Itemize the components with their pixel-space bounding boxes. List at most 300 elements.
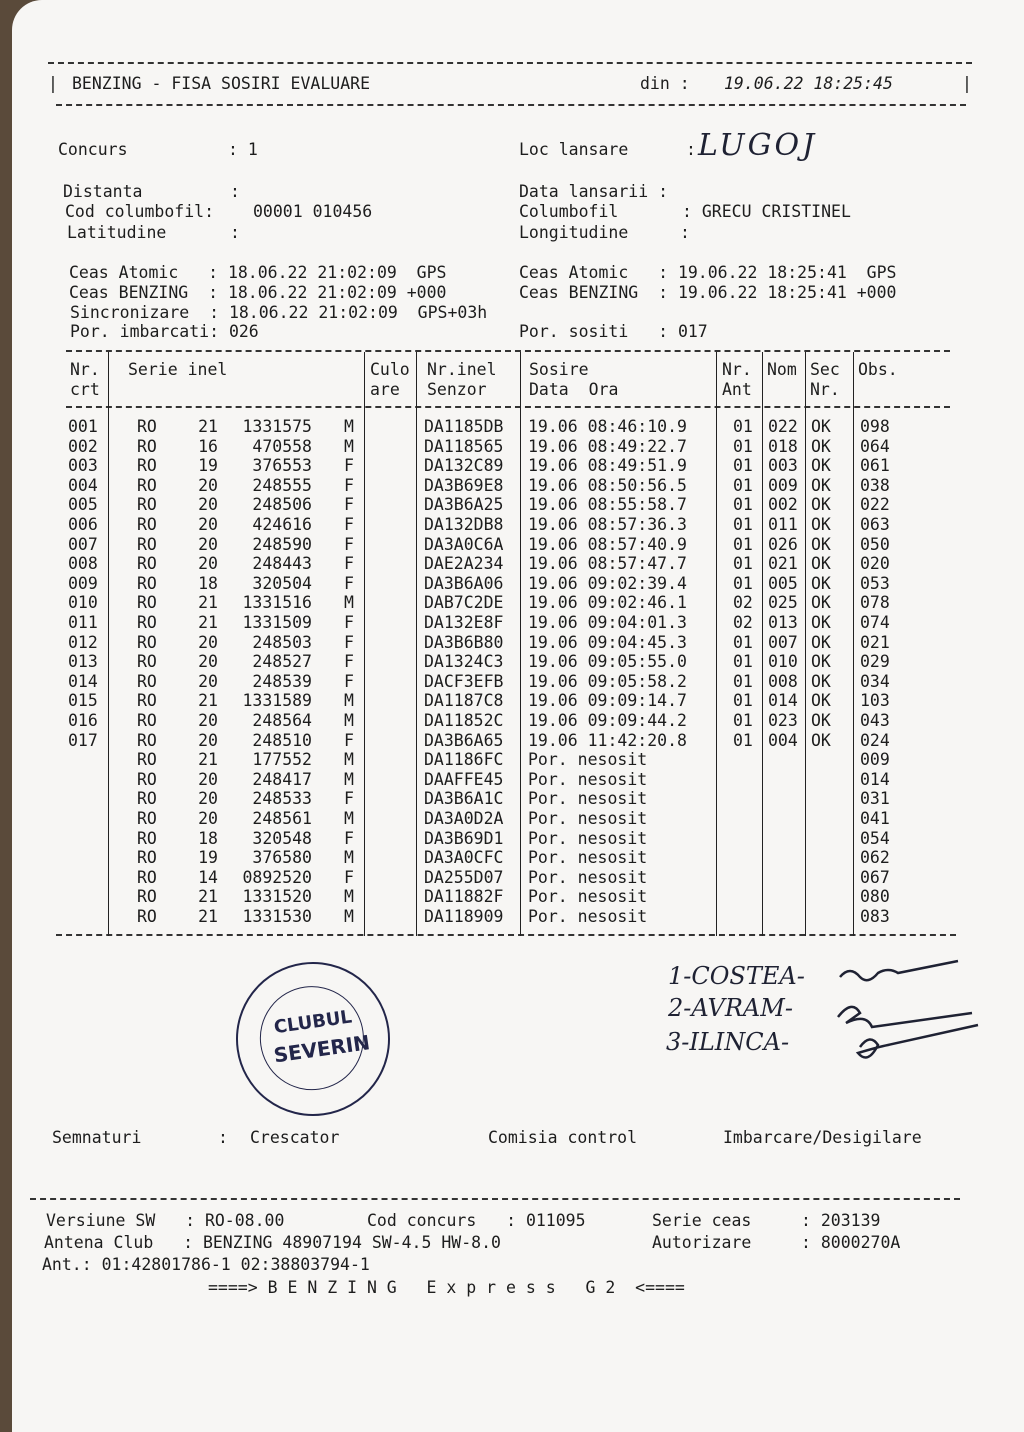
row-sex: M bbox=[344, 711, 354, 730]
row-country: RO bbox=[137, 828, 157, 848]
row-ring-number: 424616 bbox=[252, 515, 312, 534]
row-antenna: 01 bbox=[733, 534, 753, 554]
row-antenna: 01 bbox=[733, 515, 753, 534]
row-obs: 061 bbox=[860, 456, 890, 476]
row-sec: OK bbox=[811, 436, 831, 456]
row-sensor: DA3B69E8 bbox=[424, 475, 504, 495]
columbofil-label: Columbofil bbox=[519, 202, 619, 221]
row-sex: F bbox=[344, 867, 354, 887]
concurs-value: : 1 bbox=[228, 140, 258, 159]
row-sensor: DA118565 bbox=[424, 436, 504, 456]
header-nr: Nr. bbox=[70, 360, 100, 379]
row-year: 21 bbox=[198, 613, 218, 632]
row-country: RO bbox=[137, 769, 157, 789]
row-nr: 009 bbox=[68, 573, 98, 593]
row-sensor: DA1185DB bbox=[424, 417, 504, 436]
row-ring-number: 248555 bbox=[252, 475, 312, 495]
header-culoare-2: are bbox=[370, 380, 400, 399]
row-sex: F bbox=[344, 652, 354, 672]
row-country: RO bbox=[137, 515, 157, 534]
row-year: 18 bbox=[198, 828, 218, 848]
row-arrival: Por. nesosit bbox=[528, 848, 648, 868]
loc-lansare-label: Loc lansare bbox=[519, 140, 629, 159]
row-sensor: DA132DB8 bbox=[424, 515, 504, 534]
row-antenna: 02 bbox=[733, 593, 753, 613]
serie-ceas: Serie ceas : 203139 bbox=[652, 1211, 881, 1230]
row-country: RO bbox=[137, 593, 157, 613]
row-antenna: 01 bbox=[733, 495, 753, 515]
row-ring-number: 1331520 bbox=[242, 887, 312, 907]
row-nom: 007 bbox=[768, 632, 798, 652]
row-country: RO bbox=[137, 436, 157, 456]
row-sex: F bbox=[344, 632, 354, 652]
row-obs: 029 bbox=[860, 652, 890, 672]
cod-columbofil-value: 00001 010456 bbox=[253, 202, 373, 221]
row-antenna: 01 bbox=[733, 554, 753, 574]
row-year: 20 bbox=[198, 730, 218, 750]
row-ring-number: 0892520 bbox=[242, 867, 312, 887]
row-ring-number: 320504 bbox=[252, 573, 312, 593]
row-sec: OK bbox=[811, 475, 831, 495]
row-country: RO bbox=[137, 534, 157, 554]
row-nr: 001 bbox=[68, 417, 98, 436]
row-obs: 020 bbox=[860, 554, 890, 574]
row-year: 21 bbox=[198, 907, 218, 926]
row-sex: M bbox=[344, 769, 354, 789]
row-sec: OK bbox=[811, 593, 831, 613]
row-ring-number: 1331589 bbox=[242, 691, 312, 711]
row-year: 20 bbox=[198, 515, 218, 534]
row-sensor: DA3B6A1C bbox=[424, 789, 504, 809]
row-country: RO bbox=[137, 730, 157, 750]
row-ring-number: 248506 bbox=[252, 495, 312, 515]
row-arrival: Por. nesosit bbox=[528, 809, 648, 828]
porumbei-sositi: Por. sositi : 017 bbox=[519, 322, 708, 341]
ceas-atomic-start: Ceas Atomic : 18.06.22 21:02:09 GPS bbox=[69, 263, 447, 282]
row-nom: 010 bbox=[768, 652, 798, 672]
row-arrival: 19.06 08:55:58.7 bbox=[528, 495, 687, 515]
row-obs: 034 bbox=[860, 671, 890, 691]
row-country: RO bbox=[137, 711, 157, 730]
row-obs: 083 bbox=[860, 907, 890, 926]
row-ring-number: 248533 bbox=[252, 789, 312, 809]
document-title: BENZING - FISA SOSIRI EVALUARE bbox=[72, 74, 371, 93]
row-nom: 008 bbox=[768, 671, 798, 691]
row-nom: 023 bbox=[768, 711, 798, 730]
row-nr: 005 bbox=[68, 495, 98, 515]
row-country: RO bbox=[137, 456, 157, 476]
table-row bbox=[0, 907, 1000, 927]
table-row bbox=[0, 652, 1000, 672]
row-year: 21 bbox=[198, 417, 218, 436]
row-ring-number: 248510 bbox=[252, 730, 312, 750]
row-obs: 038 bbox=[860, 475, 890, 495]
row-nr: 004 bbox=[68, 475, 98, 495]
row-sensor: DA3A0D2A bbox=[424, 809, 504, 828]
table-header-border bbox=[66, 406, 950, 408]
row-country: RO bbox=[137, 475, 157, 495]
row-country: RO bbox=[137, 495, 157, 515]
ceas-atomic-end: Ceas Atomic : 19.06.22 18:25:41 GPS bbox=[519, 263, 897, 282]
row-year: 21 bbox=[198, 750, 218, 770]
row-sec: OK bbox=[811, 417, 831, 436]
antena-club: Antena Club : BENZING 48907194 SW-4.5 HW-8.0 bbox=[44, 1233, 501, 1252]
row-sensor: DA3A0C6A bbox=[424, 534, 504, 554]
row-sex: F bbox=[344, 613, 354, 632]
row-sec: OK bbox=[811, 632, 831, 652]
row-arrival: 19.06 09:04:45.3 bbox=[528, 632, 687, 652]
table-row bbox=[0, 829, 1000, 849]
table-row bbox=[0, 574, 1000, 594]
table-row bbox=[0, 711, 1000, 731]
print-datetime: 19.06.22 18:25:45 bbox=[724, 74, 893, 93]
semnaturi-label: Semnaturi bbox=[52, 1128, 142, 1147]
row-obs: 080 bbox=[860, 887, 890, 907]
header-sec-nr: Nr. bbox=[810, 380, 840, 399]
row-antenna: 01 bbox=[733, 691, 753, 711]
columbofil-value: : GRECU CRISTINEL bbox=[682, 202, 851, 221]
row-sensor: DAAFFE45 bbox=[424, 769, 504, 789]
row-nr: 011 bbox=[68, 613, 98, 632]
row-sex: F bbox=[344, 789, 354, 809]
table-bottom-border bbox=[56, 934, 956, 936]
row-ring-number: 248539 bbox=[252, 671, 312, 691]
row-sensor: DA132E8F bbox=[424, 613, 504, 632]
stamp-word-severin: SEVERIN bbox=[272, 1030, 372, 1068]
row-country: RO bbox=[137, 671, 157, 691]
porumbei-imbarcati: Por. imbarcati: 026 bbox=[70, 322, 259, 341]
row-nom: 003 bbox=[768, 456, 798, 476]
row-year: 20 bbox=[198, 671, 218, 691]
table-top-border bbox=[66, 350, 950, 352]
row-arrival: 19.06 08:57:47.7 bbox=[528, 554, 687, 574]
row-antenna: 02 bbox=[733, 613, 753, 632]
row-year: 18 bbox=[198, 573, 218, 593]
row-sex: F bbox=[344, 671, 354, 691]
row-sensor: DA132C89 bbox=[424, 456, 504, 476]
row-country: RO bbox=[137, 887, 157, 907]
row-year: 14 bbox=[198, 867, 218, 887]
row-sec: OK bbox=[811, 495, 831, 515]
table-row bbox=[0, 868, 1000, 888]
header-top-border bbox=[48, 62, 972, 64]
row-nom: 026 bbox=[768, 534, 798, 554]
row-nr: 015 bbox=[68, 691, 98, 711]
row-sensor: DA11852C bbox=[424, 711, 504, 730]
table-row bbox=[0, 535, 1000, 555]
row-obs: 062 bbox=[860, 848, 890, 868]
versiune-sw: Versiune SW : RO-08.00 bbox=[46, 1211, 285, 1230]
row-country: RO bbox=[137, 907, 157, 926]
row-sex: M bbox=[344, 417, 354, 436]
row-sex: F bbox=[344, 730, 354, 750]
row-sec: OK bbox=[811, 554, 831, 574]
row-nr: 016 bbox=[68, 711, 98, 730]
header-data-ora: Data Ora bbox=[529, 380, 619, 399]
row-year: 20 bbox=[198, 475, 218, 495]
table-row bbox=[0, 691, 1000, 711]
row-arrival: Por. nesosit bbox=[528, 887, 648, 907]
table-row bbox=[0, 887, 1000, 907]
row-sec: OK bbox=[811, 534, 831, 554]
row-sex: F bbox=[344, 573, 354, 593]
row-arrival: Por. nesosit bbox=[528, 769, 648, 789]
row-obs: 021 bbox=[860, 632, 890, 652]
row-nom: 005 bbox=[768, 573, 798, 593]
loc-lansare-value: LUGOJ bbox=[698, 128, 818, 163]
row-arrival: 19.06 08:49:51.9 bbox=[528, 456, 687, 476]
table-row bbox=[0, 672, 1000, 692]
row-antenna: 01 bbox=[733, 456, 753, 476]
header-left-bar: | bbox=[48, 74, 68, 93]
row-sec: OK bbox=[811, 691, 831, 711]
table-row bbox=[0, 437, 1000, 457]
row-nr: 002 bbox=[68, 436, 98, 456]
row-sensor: DA3A0CFC bbox=[424, 848, 504, 868]
stamp-word-clubul: CLUBUL bbox=[272, 1006, 354, 1039]
row-sex: M bbox=[344, 848, 354, 868]
row-sec: OK bbox=[811, 671, 831, 691]
row-arrival: 19.06 09:02:39.4 bbox=[528, 573, 687, 593]
semnaturi-colon: : bbox=[218, 1128, 228, 1147]
row-ring-number: 248503 bbox=[252, 632, 312, 652]
row-nr: 013 bbox=[68, 652, 98, 672]
header-sec: Sec bbox=[810, 360, 840, 379]
table-row bbox=[0, 770, 1000, 790]
row-arrival: 19.06 11:42:20.8 bbox=[528, 730, 687, 750]
row-ring-number: 177552 bbox=[252, 750, 312, 770]
row-sensor: DA3B6A06 bbox=[424, 573, 504, 593]
latitudine-value: : bbox=[230, 223, 240, 242]
row-sex: F bbox=[344, 828, 354, 848]
row-nom: 002 bbox=[768, 495, 798, 515]
row-year: 21 bbox=[198, 691, 218, 711]
row-year: 19 bbox=[198, 456, 218, 476]
row-country: RO bbox=[137, 613, 157, 632]
row-arrival: Por. nesosit bbox=[528, 750, 648, 770]
row-nom: 013 bbox=[768, 613, 798, 632]
distanta-label: Distanta bbox=[63, 182, 143, 201]
row-antenna: 01 bbox=[733, 475, 753, 495]
loc-lansare-colon: : bbox=[686, 140, 696, 159]
row-ring-number: 248564 bbox=[252, 711, 312, 730]
row-antenna: 01 bbox=[733, 436, 753, 456]
longitudine-value: : bbox=[680, 223, 690, 242]
row-arrival: 19.06 08:50:56.5 bbox=[528, 475, 687, 495]
row-nom: 014 bbox=[768, 691, 798, 711]
row-arrival: 19.06 08:46:10.9 bbox=[528, 417, 687, 436]
row-nr: 007 bbox=[68, 534, 98, 554]
table-row bbox=[0, 731, 1000, 751]
table-row bbox=[0, 417, 1000, 437]
row-obs: 041 bbox=[860, 809, 890, 828]
row-sec: OK bbox=[811, 613, 831, 632]
table-row bbox=[0, 633, 1000, 653]
table-row bbox=[0, 848, 1000, 868]
row-obs: 024 bbox=[860, 730, 890, 750]
row-ring-number: 320548 bbox=[252, 828, 312, 848]
row-country: RO bbox=[137, 554, 157, 574]
longitudine-label: Longitudine bbox=[519, 223, 629, 242]
row-nom: 022 bbox=[768, 417, 798, 436]
header-ant: Ant bbox=[722, 380, 752, 399]
row-ring-number: 248417 bbox=[252, 769, 312, 789]
row-country: RO bbox=[137, 809, 157, 828]
row-year: 19 bbox=[198, 848, 218, 868]
row-sex: F bbox=[344, 554, 354, 574]
table-row bbox=[0, 476, 1000, 496]
row-antenna: 01 bbox=[733, 671, 753, 691]
row-nr: 006 bbox=[68, 515, 98, 534]
row-obs: 050 bbox=[860, 534, 890, 554]
row-obs: 063 bbox=[860, 515, 890, 534]
row-obs: 098 bbox=[860, 417, 890, 436]
row-sex: M bbox=[344, 809, 354, 828]
row-sensor: DA11882F bbox=[424, 887, 504, 907]
table-row bbox=[0, 495, 1000, 515]
row-country: RO bbox=[137, 750, 157, 770]
row-year: 21 bbox=[198, 887, 218, 907]
imbarcare-label: Imbarcare/Desigilare bbox=[723, 1128, 922, 1147]
row-sensor: DA255D07 bbox=[424, 867, 504, 887]
row-obs: 022 bbox=[860, 495, 890, 515]
row-ring-number: 248527 bbox=[252, 652, 312, 672]
row-sex: M bbox=[344, 887, 354, 907]
row-year: 21 bbox=[198, 593, 218, 613]
data-lansarii-label: Data lansarii : bbox=[519, 182, 669, 201]
row-sex: F bbox=[344, 515, 354, 534]
row-year: 20 bbox=[198, 495, 218, 515]
row-year: 20 bbox=[198, 789, 218, 809]
ceas-benzing-end: Ceas BENZING : 19.06.22 18:25:41 +000 bbox=[519, 283, 897, 302]
table-row bbox=[0, 554, 1000, 574]
latitudine-label: Latitudine bbox=[67, 223, 167, 242]
row-arrival: 19.06 09:09:44.2 bbox=[528, 711, 687, 730]
row-obs: 064 bbox=[860, 436, 890, 456]
row-sex: F bbox=[344, 456, 354, 476]
row-nom: 021 bbox=[768, 554, 798, 574]
row-nom: 018 bbox=[768, 436, 798, 456]
row-country: RO bbox=[137, 573, 157, 593]
row-sensor: DA1186FC bbox=[424, 750, 504, 770]
row-country: RO bbox=[137, 417, 157, 436]
autorizare: Autorizare : 8000270A bbox=[652, 1233, 901, 1252]
header-serie-inel: Serie inel bbox=[128, 360, 228, 379]
row-country: RO bbox=[137, 691, 157, 711]
header-senzor: Senzor bbox=[427, 380, 487, 399]
header-sosire: Sosire bbox=[529, 360, 589, 379]
header-nom: Nom bbox=[767, 360, 797, 379]
row-antenna: 01 bbox=[733, 730, 753, 750]
row-ring-number: 1331575 bbox=[242, 417, 312, 436]
concurs-label: Concurs bbox=[58, 140, 128, 159]
crescator-label: Crescator bbox=[250, 1128, 340, 1147]
header-nr-ant: Nr. bbox=[722, 360, 752, 379]
row-obs: 103 bbox=[860, 691, 890, 711]
table-row bbox=[0, 613, 1000, 633]
row-arrival: 19.06 09:02:46.1 bbox=[528, 593, 687, 613]
row-antenna: 01 bbox=[733, 417, 753, 436]
row-sex: M bbox=[344, 907, 354, 926]
row-sec: OK bbox=[811, 730, 831, 750]
row-obs: 054 bbox=[860, 828, 890, 848]
row-sensor: DAE2A234 bbox=[424, 554, 504, 574]
handwritten-signer-3: 3-ILINCA- bbox=[666, 1028, 790, 1056]
row-arrival: 19.06 08:57:40.9 bbox=[528, 534, 687, 554]
row-arrival: Por. nesosit bbox=[528, 789, 648, 809]
row-year: 20 bbox=[198, 554, 218, 574]
date-label: din : bbox=[640, 74, 690, 93]
table-row bbox=[0, 750, 1000, 770]
row-sensor: DA3B69D1 bbox=[424, 828, 504, 848]
row-nom: 009 bbox=[768, 475, 798, 495]
row-nom: 025 bbox=[768, 593, 798, 613]
row-arrival: 19.06 08:49:22.7 bbox=[528, 436, 687, 456]
row-sensor: DACF3EFB bbox=[424, 671, 504, 691]
row-arrival: Por. nesosit bbox=[528, 907, 648, 926]
row-obs: 053 bbox=[860, 573, 890, 593]
row-sensor: DA3B6B80 bbox=[424, 632, 504, 652]
handwritten-signatures-icon bbox=[820, 955, 1000, 1065]
table-row bbox=[0, 593, 1000, 613]
row-sensor: DA3B6A65 bbox=[424, 730, 504, 750]
row-country: RO bbox=[137, 632, 157, 652]
row-nr: 003 bbox=[68, 456, 98, 476]
row-antenna: 01 bbox=[733, 573, 753, 593]
row-country: RO bbox=[137, 789, 157, 809]
row-sensor: DA1324C3 bbox=[424, 652, 504, 672]
row-arrival: 19.06 09:05:55.0 bbox=[528, 652, 687, 672]
row-nr: 010 bbox=[68, 593, 98, 613]
row-sec: OK bbox=[811, 573, 831, 593]
row-country: RO bbox=[137, 867, 157, 887]
row-sensor: DA1187C8 bbox=[424, 691, 504, 711]
header-obs: Obs. bbox=[858, 360, 898, 379]
row-ring-number: 248590 bbox=[252, 534, 312, 554]
ceas-benzing-start: Ceas BENZING : 18.06.22 21:02:09 +000 bbox=[69, 283, 447, 302]
row-year: 20 bbox=[198, 652, 218, 672]
row-nom: 004 bbox=[768, 730, 798, 750]
row-nr: 017 bbox=[68, 730, 98, 750]
row-year: 20 bbox=[198, 534, 218, 554]
header-right-bar: | bbox=[962, 74, 972, 93]
comisia-control-label: Comisia control bbox=[488, 1128, 638, 1147]
footer-border bbox=[30, 1198, 960, 1200]
brand-line: ====> B E N Z I N G E x p r e s s G 2 <==== bbox=[208, 1278, 685, 1297]
row-arrival: 19.06 09:09:14.7 bbox=[528, 691, 687, 711]
row-sec: OK bbox=[811, 515, 831, 534]
row-year: 20 bbox=[198, 711, 218, 730]
table-row bbox=[0, 456, 1000, 476]
row-obs: 043 bbox=[860, 711, 890, 730]
row-sex: M bbox=[344, 691, 354, 711]
row-arrival: 19.06 08:57:36.3 bbox=[528, 515, 687, 534]
row-sensor: DAB7C2DE bbox=[424, 593, 504, 613]
row-antenna: 01 bbox=[733, 652, 753, 672]
row-nom: 011 bbox=[768, 515, 798, 534]
handwritten-signer-2: 2-AVRAM- bbox=[668, 994, 793, 1022]
row-nr: 012 bbox=[68, 632, 98, 652]
row-arrival: 19.06 09:05:58.2 bbox=[528, 671, 687, 691]
row-year: 20 bbox=[198, 809, 218, 828]
row-sex: F bbox=[344, 495, 354, 515]
row-country: RO bbox=[137, 848, 157, 868]
header-bottom-border bbox=[56, 104, 966, 106]
row-sensor: DA3B6A25 bbox=[424, 495, 504, 515]
row-arrival: 19.06 09:04:01.3 bbox=[528, 613, 687, 632]
row-country: RO bbox=[137, 652, 157, 672]
row-arrival: Por. nesosit bbox=[528, 828, 648, 848]
